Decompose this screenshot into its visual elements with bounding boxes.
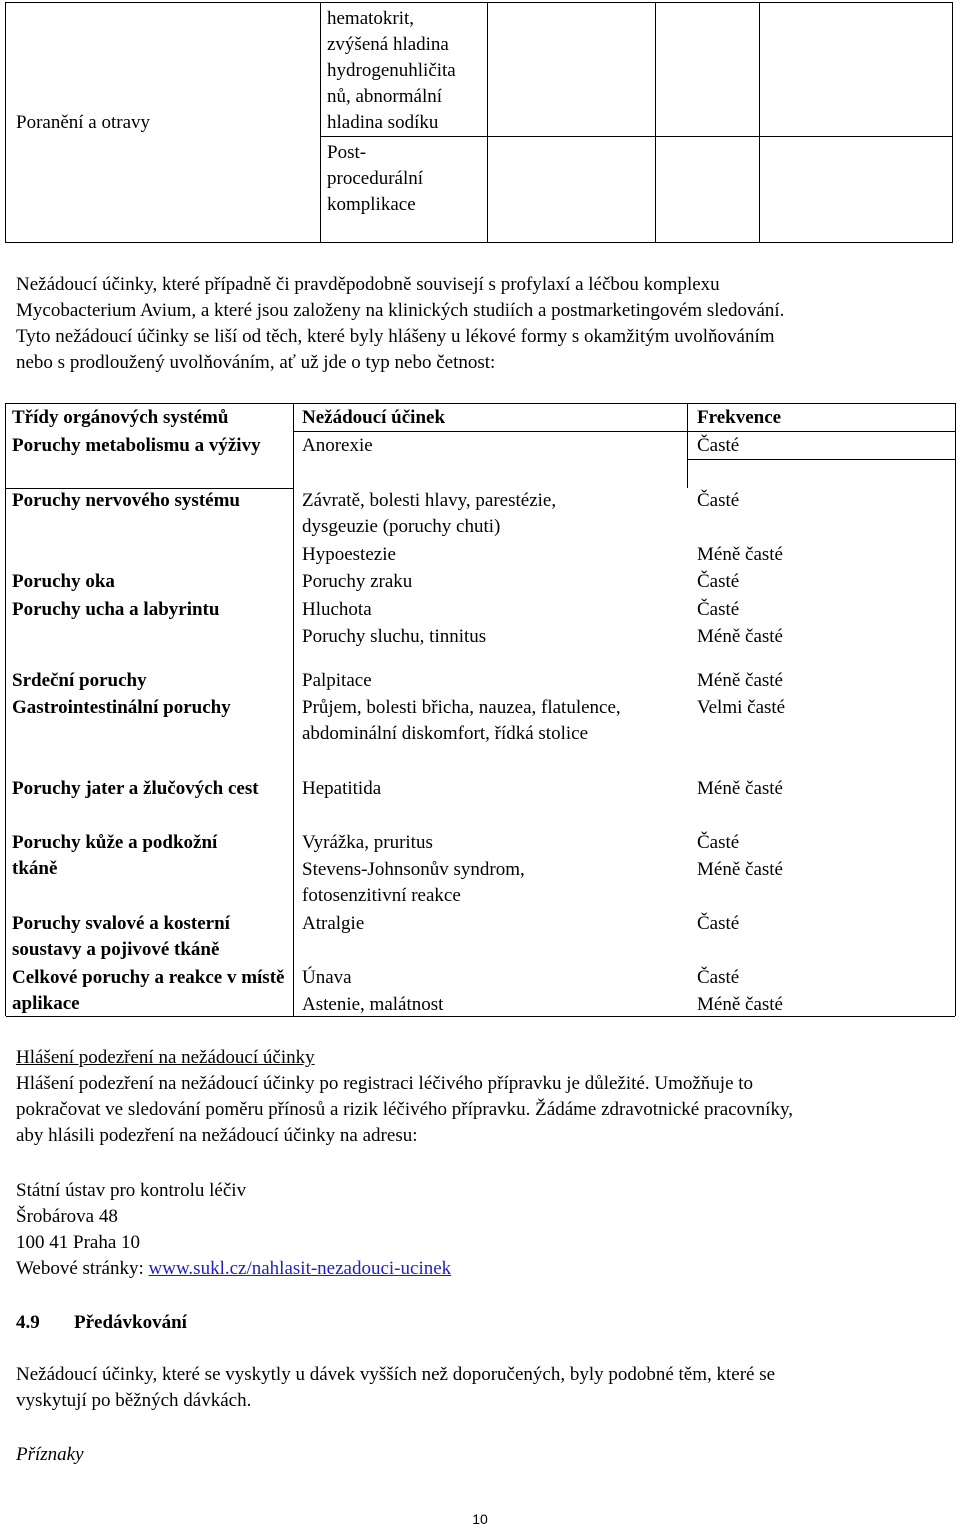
freq-cell: Méně časté bbox=[697, 778, 783, 799]
freq-cell: Časté bbox=[697, 435, 740, 456]
freq-cell: Méně časté bbox=[697, 994, 783, 1015]
empty-cell bbox=[488, 137, 656, 243]
effect-cell: Hypoestezie bbox=[302, 544, 396, 565]
effect-cell: Průjem, bolesti břicha, nauzea, flatulence, abdominální diskomfort, řídká stolice bbox=[302, 697, 621, 744]
organ-cell: Celkové poruchy a reakce v místě aplikace bbox=[12, 967, 285, 1014]
freq-cell: Časté bbox=[697, 571, 740, 592]
effect-cell: Atralgie bbox=[302, 913, 365, 934]
effect-cell: Hepatitida bbox=[302, 778, 382, 799]
organ-cell: Poruchy nervového systému bbox=[12, 490, 240, 511]
symptoms-subheading: Příznaky bbox=[16, 1444, 84, 1465]
freq-cell: Časté bbox=[697, 913, 740, 934]
web-link[interactable]: www.sukl.cz/nahlasit-nezadouci-ucinek bbox=[148, 1258, 452, 1279]
row-label: Poranění a otravy bbox=[6, 3, 321, 243]
effect-cell: Závratě, bolesti hlavy, parestézie, dysgeuzie (poruchy chuti) bbox=[302, 490, 557, 537]
empty-cell bbox=[656, 137, 760, 243]
page-number: 10 bbox=[472, 1511, 488, 1527]
organ-cell: Poruchy ucha a labyrintu bbox=[12, 599, 220, 620]
effect-cell: Vyrážka, pruritus bbox=[302, 832, 433, 853]
freq-cell: Méně časté bbox=[697, 859, 783, 880]
effect-cell: Astenie, malátnost bbox=[302, 994, 444, 1015]
reporting-section: Hlášení podezření na nežádoucí účinky Hlášení podezření na nežádoucí účinky po registraci léčivého přípravku je důležité. Umožňuje to pokračovat ve sledování poměru přínosů a rizik léčivého přípravku. Žádáme zdravotnické pracovníky, aby hlásili podezření na nežádoucí účinky na adresu: bbox=[16, 1045, 946, 1149]
top-cell-2: Post- procedurální komplikace bbox=[321, 137, 488, 243]
section-title: Předávkování bbox=[74, 1312, 187, 1333]
effect-cell: Poruchy zraku bbox=[302, 571, 413, 592]
top-cell-1: hematokrit, zvýšená hladina hydrogenuhličita nů, abnormální hladina sodíku bbox=[321, 3, 488, 137]
empty-cell bbox=[760, 137, 953, 243]
intro-paragraph: Nežádoucí účinky, které případně či pravděpodobně souvisejí s profylaxí a léčbou komplexu Mycobacterium Avium, a které jsou založeny na klinických studiích a postmarketingovém sledování. Tyto nežádoucí účinky se liší od těch, které byly hlášeny u lékové formy s okamžitým uvolňováním nebo s prodloužený uvolňováním, ať už jde o typ nebo četnost: bbox=[16, 274, 785, 373]
organ-cell: Srdeční poruchy bbox=[12, 670, 147, 691]
freq-cell: Méně časté bbox=[697, 626, 783, 647]
organ-cell: Poruchy jater a žlučových cest bbox=[12, 778, 259, 799]
address-block: Státní ústav pro kontrolu léčiv Šrobárova 48 100 41 Praha 10 Webové stránky: www.sukl.cz/nahlasit-nezadouci-ucinek bbox=[16, 1180, 452, 1279]
reporting-title: Hlášení podezření na nežádoucí účinky bbox=[16, 1047, 315, 1068]
effect-cell: Palpitace bbox=[302, 670, 372, 691]
effect-cell: Stevens-Johnsonův syndrom, fotosenzitivní reakce bbox=[302, 859, 525, 906]
header-effect: Nežádoucí účinek bbox=[302, 407, 446, 428]
freq-cell: Méně časté bbox=[697, 670, 783, 691]
freq-cell: Časté bbox=[697, 832, 740, 853]
freq-cell: Časté bbox=[697, 599, 740, 620]
organ-cell: Poruchy metabolismu a výživy bbox=[12, 435, 261, 456]
freq-cell: Velmi časté bbox=[697, 697, 786, 718]
freq-cell: Časté bbox=[697, 490, 740, 511]
organ-cell: Gastrointestinální poruchy bbox=[12, 697, 231, 718]
organ-cell: Poruchy kůže a podkožní tkáně bbox=[12, 832, 218, 879]
empty-cell bbox=[488, 3, 656, 137]
effect-cell: Únava bbox=[302, 967, 352, 988]
organ-cell: Poruchy svalové a kosterní soustavy a pojivové tkáně bbox=[12, 913, 230, 960]
effect-cell: Anorexie bbox=[302, 435, 373, 456]
side-effects-table bbox=[5, 403, 956, 1016]
overdose-paragraph: Nežádoucí účinky, které se vyskytly u dávek vyšších než doporučených, byly podobné těm, které se vyskytují po běžných dávkách. bbox=[16, 1364, 776, 1411]
freq-cell: Méně časté bbox=[697, 544, 783, 565]
effect-cell: Poruchy sluchu, tinnitus bbox=[302, 626, 487, 647]
organ-cell: Poruchy oka bbox=[12, 571, 115, 592]
section-number: 4.9 bbox=[16, 1312, 40, 1333]
empty-cell bbox=[656, 3, 760, 137]
freq-cell: Časté bbox=[697, 967, 740, 988]
empty-cell bbox=[760, 3, 953, 137]
header-frequency: Frekvence bbox=[697, 407, 782, 428]
top-table bbox=[5, 2, 953, 243]
effect-cell: Hluchota bbox=[302, 599, 372, 620]
header-organ: Třídy orgánových systémů bbox=[12, 407, 229, 428]
